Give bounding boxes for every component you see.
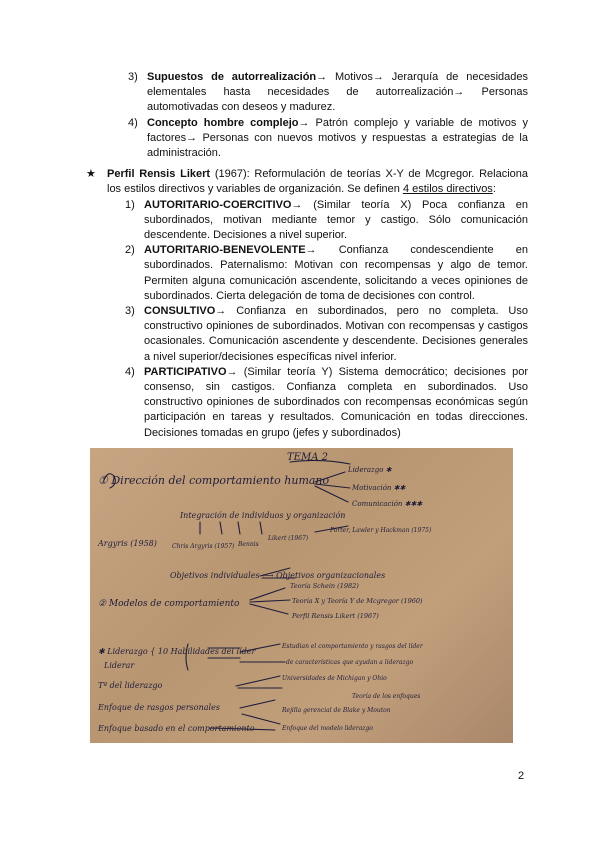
notes-right-item: Enfoque del modelo liderazgo <box>282 725 373 732</box>
notes-right-item: Teoría de los enfoques <box>352 693 421 700</box>
notes-name: Chris Argyris (1957) <box>172 543 235 550</box>
notes-line: Integración de individuos y organización <box>180 511 346 520</box>
notes-margin-item: Enfoque basado en el comportamiento <box>98 724 255 733</box>
notes-right-item: Estudian el comportamiento y rasgos del líder <box>282 643 423 650</box>
notes-line: Liderar <box>104 661 135 670</box>
likert-colon: : <box>492 183 496 196</box>
notes-line: ✱ Liderazgo { 10 Habilidades del líder <box>98 647 256 656</box>
notes-right-item: Rejilla gerencial de Blake y Mouton <box>282 707 391 714</box>
likert-intro: (1967): Reformulación de teorías X-Y de Mcgregor. Relaciona los estilos directivos y variables de organización. Se definen <box>107 168 528 196</box>
handwritten-notes-photo <box>90 448 513 743</box>
item-text: → (Similar teoría X) Poca confianza en subordinados, motivan mediante temor y castigo. Sólo comunicación descendente. Decisiones a nivel superior. <box>144 198 528 242</box>
notes-margin-item: Tª del liderazgo <box>98 681 163 690</box>
star-icon: ★ <box>86 168 96 181</box>
notes-line: ① Dirección del comportamiento humano <box>98 474 330 487</box>
notes-branch: Motivación ✱✱ <box>352 484 406 492</box>
notes-name: Porter, Lawler y Hackman (1975) <box>330 527 432 534</box>
notes-branch: Teoría X y Teoría Y de Mcgregor (1960) <box>292 597 423 605</box>
notes-branch: Teoría Schein (1982) <box>290 582 359 590</box>
notes-margin-item: Enfoque de rasgos personales <box>98 703 220 712</box>
item-title: Concepto hombre complejo <box>147 116 299 129</box>
list-item <box>125 365 528 441</box>
item-title: AUTORITARIO-COERCITIVO <box>144 198 292 211</box>
text-body <box>80 70 528 441</box>
item-title: CONSULTIVO <box>144 305 216 318</box>
notes-name: Likert (1967) <box>268 535 309 542</box>
list-number: 3) <box>128 71 138 83</box>
list-item <box>125 304 528 365</box>
item-title: AUTORITARIO-BENEVOLENTE <box>144 244 306 257</box>
notes-line: ② Modelos de comportamiento <box>98 599 240 609</box>
item-text: → (Similar teoría Y) Sistema democrático; decisiones por consenso, sin castigos. Confianza completa en subordinados. Uso constructivo opiniones de subordinados con recompensas económicas según participación en tareas y resultados. Comunicación en todas direcciones. Decisiones tomadas en grupo (jefes y subordinados) <box>144 365 528 439</box>
item-text: → Confianza condescendiente en subordinados. Paternalismo: Motivan con recompensas y algo de temor. Permiten alguna comunicación ascendente, solicitando a veces opiniones de subordinados. Cierta delegación de toma de decisiones con control. <box>144 244 528 302</box>
likert-bullet <box>80 167 528 197</box>
item-text: → Patrón complejo y variable de motivos y factores→ Personas con nuevos motivos y respuestas a estrategias de la administración. <box>147 116 528 160</box>
list-number: 4) <box>128 116 138 129</box>
notes-branch: Liderazgo ✱ <box>348 466 392 474</box>
list-number: 4) <box>125 365 135 378</box>
likert-title: Perfil Rensis Likert <box>107 168 211 181</box>
notes-right-item: Universidades de Michigan y Ohio <box>282 675 387 682</box>
list-item <box>125 243 528 304</box>
item-text: → Confianza en subordinados, pero no completa. Uso constructivo opiniones de subordinados. Motivan con recompensas y castigos ocasionales. Comunicación ascendente y descendente. Decisiones generales a nivel superior/decisiones específicas nivel inferior. <box>144 305 528 363</box>
item-title: PARTICIPATIVO <box>144 365 227 378</box>
likert-underlined: 4 estilos directivos <box>402 183 493 196</box>
list-item <box>128 70 528 116</box>
notes-branch: Perfil Rensis Likert (1967) <box>292 612 379 620</box>
notes-branch: Comunicación ✱✱✱ <box>352 500 423 508</box>
notes-name: Argyris (1958) <box>98 539 157 548</box>
item-title: Supuestos de autorrealización <box>147 71 317 83</box>
item-text: → Motivos→ Jerarquía de necesidades elementales hasta necesidades de autorrealización→ Personas automotivadas con deseos y madurez. <box>147 71 528 114</box>
notes-right-item: de características que ayudan a liderazgo <box>286 659 414 666</box>
notes-line: Objetivos individuales ⟷ Objetivos organizacionales <box>170 571 386 580</box>
list-item <box>125 198 528 244</box>
list-number: 3) <box>125 305 135 318</box>
notes-drawing <box>90 448 513 743</box>
list-number: 2) <box>125 244 135 257</box>
notes-header: TEMA 2 <box>287 452 328 463</box>
list-item <box>128 116 528 162</box>
notes-name: Bennis <box>238 541 259 548</box>
numbered-list-top <box>80 70 528 161</box>
page-number: 2 <box>518 770 525 782</box>
styles-list <box>80 198 528 441</box>
list-number: 1) <box>125 198 135 211</box>
